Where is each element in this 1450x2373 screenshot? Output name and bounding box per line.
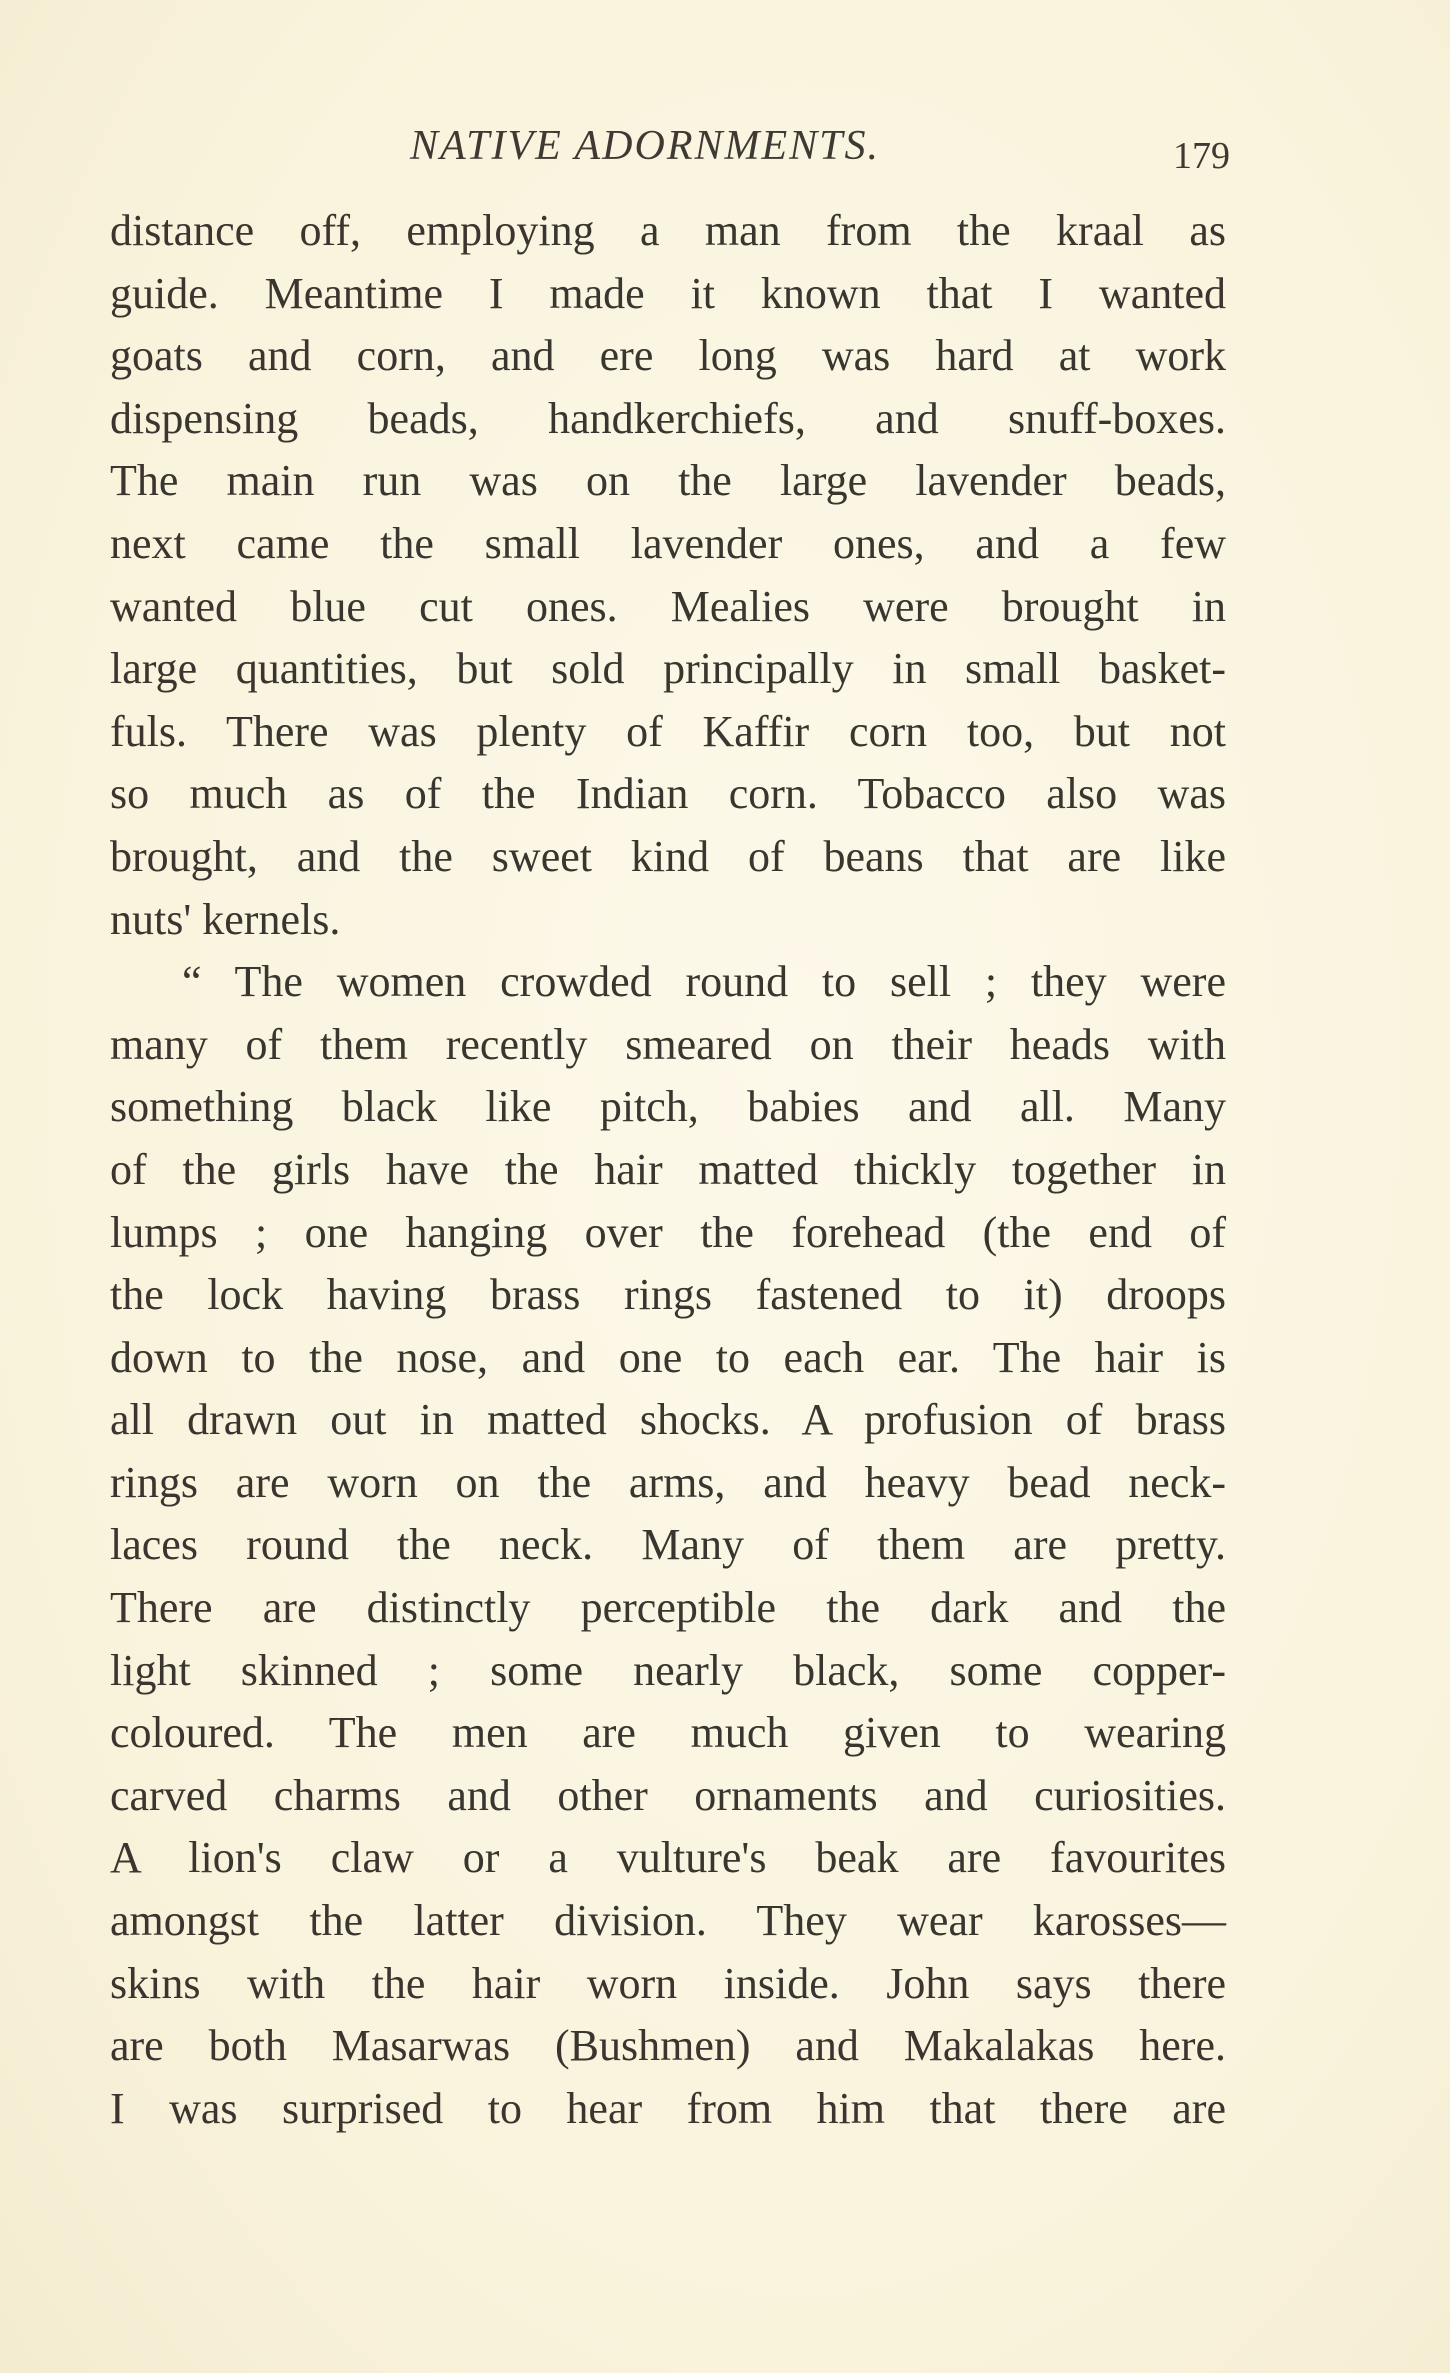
text-line: lumps ; one hanging over the forehead (the end of <box>110 1207 1226 1257</box>
text-line: all drawn out in matted shocks. A profusion of brass <box>110 1395 1226 1445</box>
text-line: light skinned ; some nearly black, some copper- <box>110 1645 1226 1695</box>
running-title: NATIVE ADORNMENTS. <box>410 123 881 169</box>
paragraph-start-line: “ The women crowded round to sell ; they were <box>182 957 1226 1007</box>
text-line: carved charms and other ornaments and curiosities. <box>110 1770 1226 1820</box>
text-line: The main run was on the large lavender beads, <box>110 456 1226 506</box>
text-line: are both Masarwas (Bushmen) and Makalakas here. <box>110 2021 1226 2071</box>
text-line: large quantities, but sold principally in small basket- <box>110 644 1226 694</box>
text-line: something black like pitch, babies and all. Many <box>110 1082 1226 1132</box>
text-line: of the girls have the hair matted thickly together in <box>110 1144 1226 1194</box>
text-line: so much as of the Indian corn. Tobacco also was <box>110 769 1226 819</box>
text-line: the lock having brass rings fastened to it) droops <box>110 1270 1226 1320</box>
text-line: guide. Meantime I made it known that I wanted <box>110 268 1226 318</box>
text-line: next came the small lavender ones, and a few <box>110 518 1226 568</box>
text-line: A lion's claw or a vulture's beak are favourites <box>110 1833 1226 1883</box>
text-line: coloured. The men are much given to wearing <box>110 1708 1226 1758</box>
text-line: many of them recently smeared on their heads with <box>110 1019 1226 1069</box>
text-line: rings are worn on the arms, and heavy bead neck- <box>110 1457 1226 1507</box>
text-line: distance off, employing a man from the kraal as <box>110 206 1226 255</box>
page-number: 179 <box>1173 135 1230 177</box>
running-head <box>110 112 1230 182</box>
text-line: goats and corn, and ere long was hard at work <box>110 331 1226 381</box>
text-line: nuts' kernels. <box>110 894 341 944</box>
text-line: There are distinctly perceptible the dark and the <box>110 1583 1226 1633</box>
text-line: amongst the latter division. They wear karosses— <box>110 1896 1226 1946</box>
text-line: laces round the neck. Many of them are pretty. <box>110 1520 1226 1570</box>
body-text <box>110 200 1226 2140</box>
text-line: down to the nose, and one to each ear. The hair is <box>110 1332 1226 1382</box>
text-line: dispensing beads, handkerchiefs, and snuff-boxes. <box>110 393 1226 443</box>
text-line: brought, and the sweet kind of beans that are like <box>110 831 1226 881</box>
text-line: wanted blue cut ones. Mealies were brought in <box>110 581 1226 631</box>
text-line: I was surprised to hear from him that there are <box>110 2083 1226 2133</box>
text-line: fuls. There was plenty of Kaffir corn too, but not <box>110 706 1226 756</box>
text-line: skins with the hair worn inside. John says there <box>110 1958 1226 2008</box>
